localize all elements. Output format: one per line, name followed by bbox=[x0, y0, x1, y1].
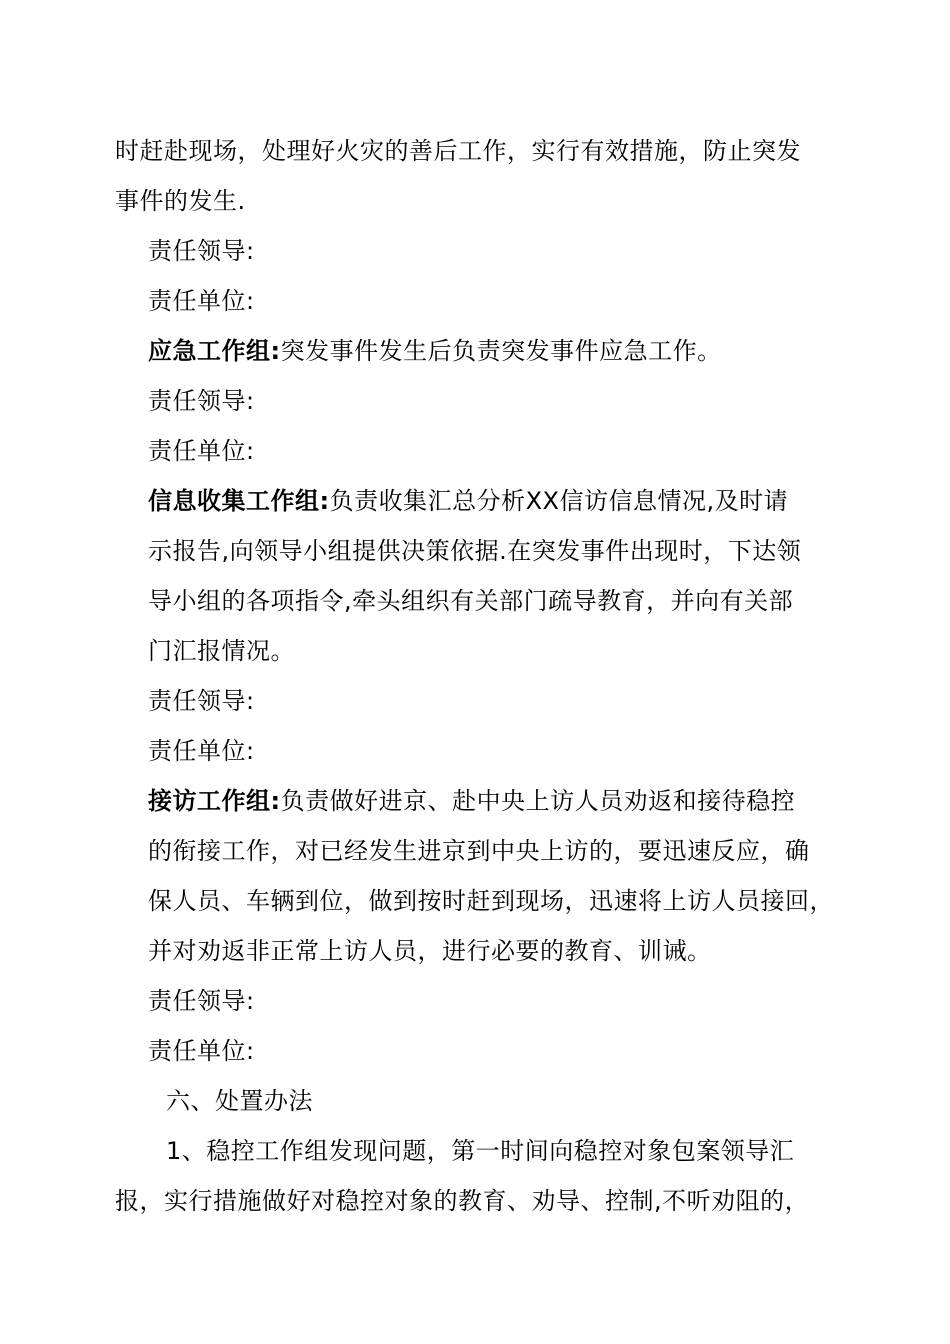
responsible-leader-label: 责任领导: bbox=[148, 987, 255, 1015]
responsible-unit-label: 责任单位: bbox=[148, 287, 255, 315]
responsible-leader-label: 责任领导: bbox=[148, 687, 255, 715]
reception-group-text: 负责做好进京、赴中央上访人员劝返和接待稳控 bbox=[280, 787, 796, 815]
paragraph-line: 并对劝返非正常上访人员，进行必要的教育、训诫。 bbox=[148, 937, 712, 965]
responsible-leader-label: 责任领导: bbox=[148, 387, 255, 415]
info-group-line bbox=[148, 484, 908, 518]
paragraph-line: 时赶赴现场，处理好火灾的善后工作，实行有效措施，防止突发 bbox=[115, 137, 801, 165]
responsible-unit-label: 责任单位: bbox=[148, 437, 255, 465]
paragraph-line: 事件的发生. bbox=[115, 187, 246, 215]
section-heading: 六、处置办法 bbox=[166, 1087, 313, 1115]
emergency-group-line bbox=[148, 334, 908, 368]
paragraph-line: 报，实行措施做好对稳控对象的教育、劝导、控制,不听劝阻的， bbox=[115, 1187, 810, 1215]
responsible-unit-label: 责任单位: bbox=[148, 1037, 255, 1065]
emergency-group-heading: 应急工作组: bbox=[148, 337, 281, 365]
paragraph-line: 1、稳控工作组发现问题，第一时间向稳控对象包案领导汇 bbox=[166, 1137, 795, 1165]
reception-group-line bbox=[148, 784, 908, 818]
paragraph-line: 的衔接工作，对已经发生进京到中央上访的，要迅速反应，确 bbox=[148, 837, 810, 865]
info-group-heading: 信息收集工作组: bbox=[148, 487, 330, 515]
paragraph-line: 保人员、车辆到位，做到按时赶到现场，迅速将上访人员接回， bbox=[148, 887, 834, 915]
info-group-text: 负责收集汇总分析XX信访信息情况,及时请 bbox=[329, 487, 789, 515]
paragraph-line: 导小组的各项指令,牵头组织有关部门疏导教育，并向有关部 bbox=[148, 587, 794, 615]
emergency-group-text: 突发事件发生后负责突发事件应急工作。 bbox=[280, 337, 722, 365]
reception-group-heading: 接访工作组: bbox=[148, 787, 281, 815]
responsible-leader-label: 责任领导: bbox=[148, 237, 255, 265]
paragraph-line: 门汇报情况。 bbox=[148, 637, 295, 665]
responsible-unit-label: 责任单位: bbox=[148, 737, 255, 765]
paragraph-line: 示报告,向领导小组提供决策依据.在突发事件出现时，下达领 bbox=[148, 537, 802, 565]
